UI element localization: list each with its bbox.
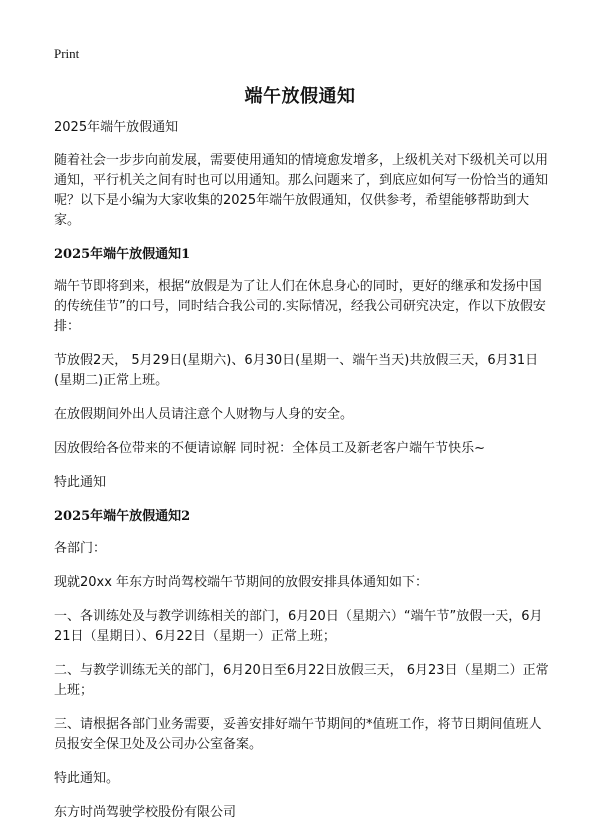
section-paragraph: 特此通知 <box>54 475 107 490</box>
section-paragraph: 各部门： <box>54 541 107 556</box>
section-paragraph: 特此通知。 <box>54 771 120 786</box>
section-paragraph: 端午节即将到来，根据“放假是为了让人们在休息身心的同时，更好的继承和发扬中国的传统佳节”的口号，同时结合我公司的.实际情况，经我公司研究决定，作以下放假安排： <box>54 279 546 334</box>
section-paragraph: 在放假期间外出人员请注意个人财物与人身的安全。 <box>54 407 354 422</box>
section-paragraph: 三、请根据各部门业务需要，妥善安排好端午节期间的*值班工作，将节日期间值班人员报安全保卫处及公司办公室备案。 <box>54 717 542 752</box>
page-title: 端午放假通知 <box>244 86 356 107</box>
section-paragraph: 一、各训练处及与教学训练相关的部门，6月20日（星期六）“端午节”放假一天，6月21日（星期日）、6月22日（星期一）正常上班； <box>54 609 543 644</box>
article-subtitle: 2025年端午放假通知 <box>54 120 179 135</box>
section-paragraph: 因放假给各位带来的不便请谅解 同时祝：全体员工及新老客户端午节快乐~ <box>54 441 486 456</box>
intro-paragraph: 随着社会一步步向前发展，需要使用通知的情境愈发增多，上级机关对下级机关可以用通知，平行机关之间有时也可以用通知。那么问题来了，到底应如何写一份恰当的通知呢？以下是小编为大家收集的2025年端午放假通知，仅供参考，希望能够帮助到大家。 <box>54 153 549 228</box>
section-paragraph: 节放假2天， 5月29日(星期六)、6月30日(星期一、端午当天)共放假三天，6月31日(星期二)正常上班。 <box>54 353 539 388</box>
print-link[interactable]: Print <box>54 46 80 61</box>
section-paragraph: 二、与教学训练无关的部门，6月20日至6月22日放假三天， 6月23日（星期二）正常上班； <box>54 663 549 698</box>
article-body <box>54 118 554 837</box>
section-heading: 2025年端午放假通知1 <box>54 247 191 262</box>
section-paragraph: 现就20xx 年东方时尚驾校端午节期间的放假安排具体通知如下： <box>54 575 429 590</box>
signature-line: 东方时尚驾驶学校股份有限公司 <box>54 805 237 820</box>
section-heading: 2025年端午放假通知2 <box>54 509 191 524</box>
